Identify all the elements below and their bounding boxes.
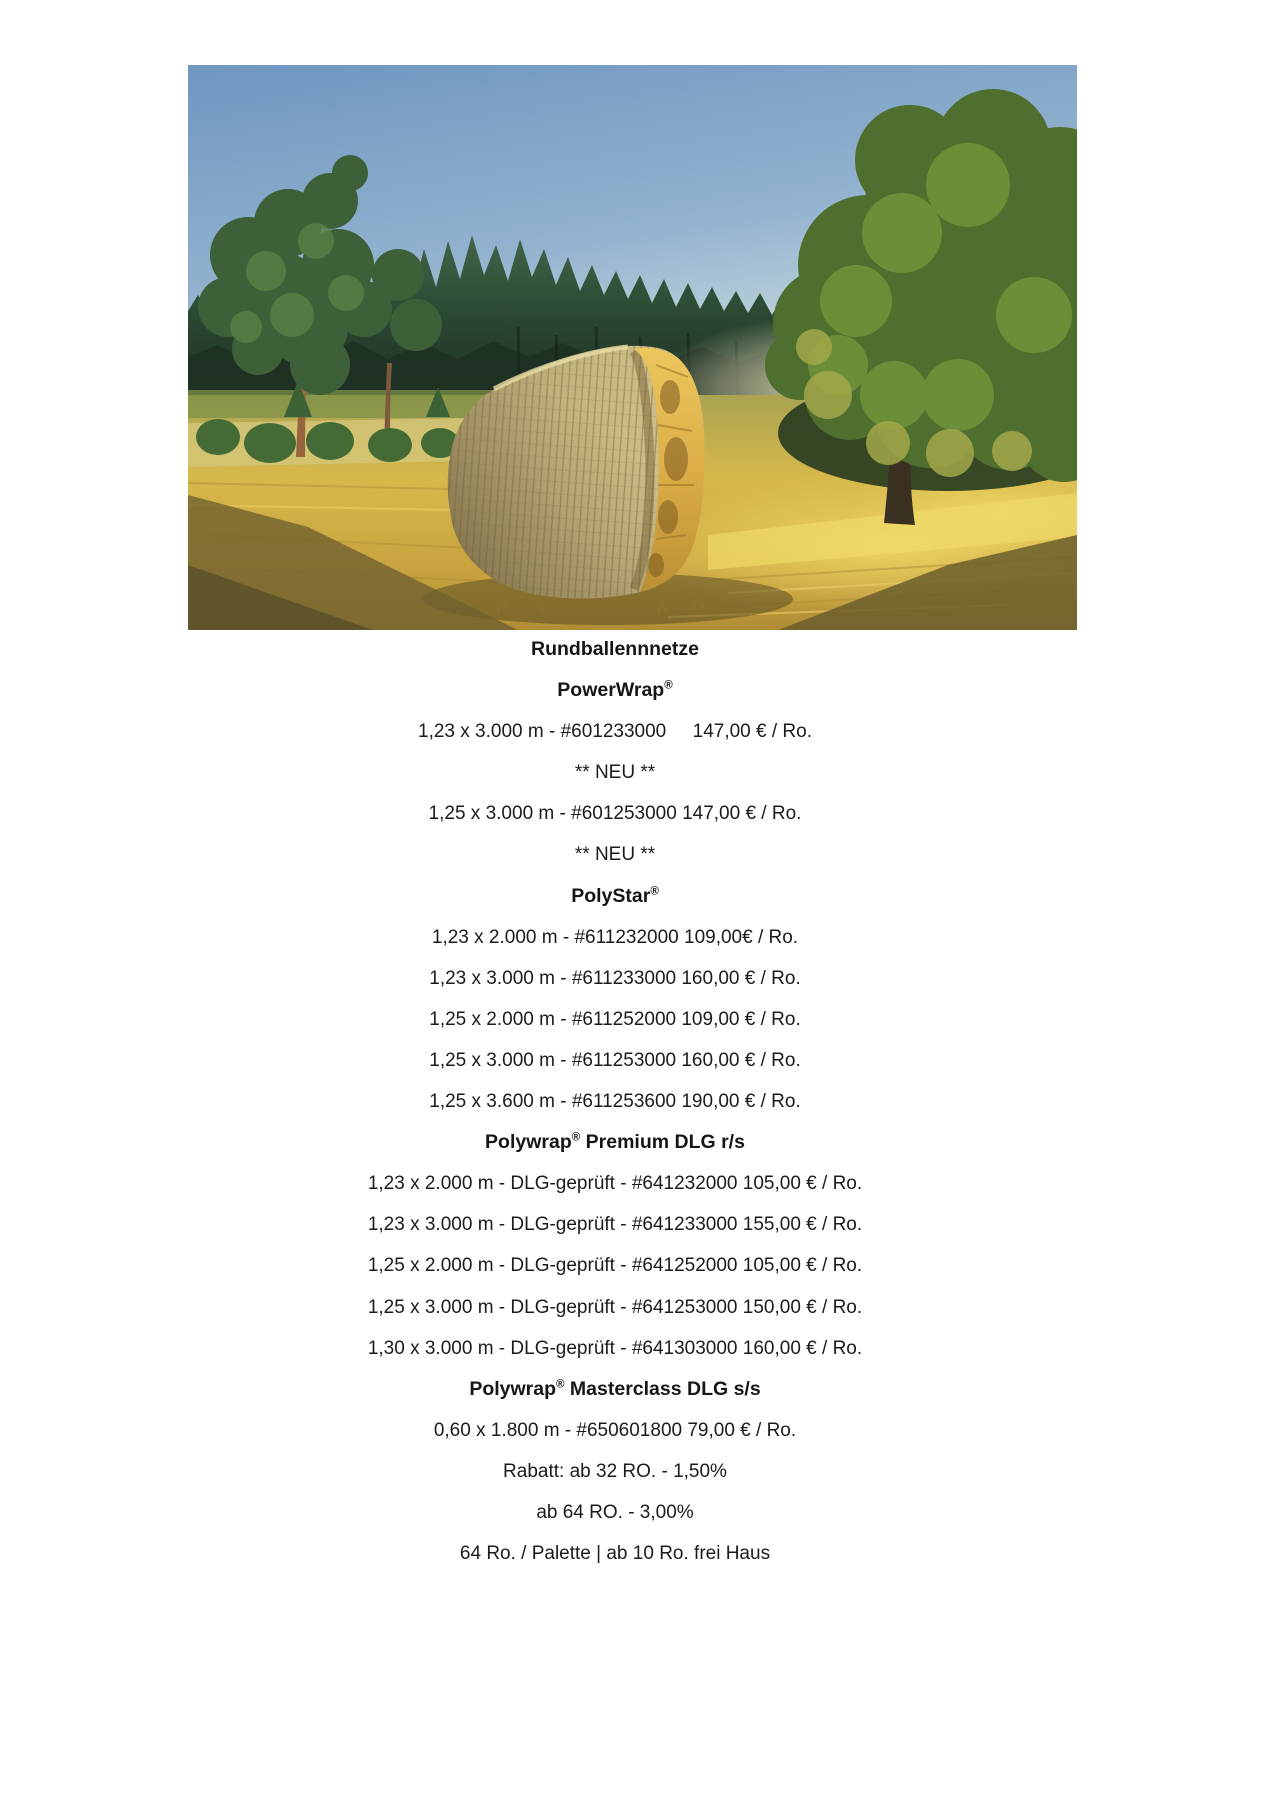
brand-name: Polywrap — [469, 1377, 557, 1400]
registered-trademark-symbol: ® — [556, 1378, 565, 1391]
discount-line: Rabatt: ab 32 RO. - 1,50% — [503, 1460, 727, 1482]
price-line: 1,25 x 2.000 m - #611252000 109,00 € / Ro. — [429, 1008, 801, 1030]
price-line: 1,23 x 3.000 m - #611233000 160,00 € / Ro. — [429, 967, 801, 989]
discount-line: ab 64 RO. - 3,00% — [536, 1501, 694, 1523]
section-heading-powerwrap — [0, 670, 1230, 711]
registered-trademark-symbol: ® — [664, 679, 673, 692]
price-line: 1,25 x 2.000 m - DLG-geprüft - #641252000 105,00 € / Ro. — [367, 1255, 863, 1277]
price-line: 1,23 x 2.000 m - #611232000 109,00€ / Ro. — [431, 926, 799, 948]
price-line: 1,23 x 2.000 m - DLG-geprüft - #641232000 105,00 € / Ro. — [367, 1173, 863, 1195]
price-line: 1,25 x 3.000 m - DLG-geprüft - #641253000 150,00 € / Ro. — [367, 1296, 863, 1318]
hay-bale-field-photo — [188, 65, 1077, 630]
price-line: 1,25 x 3.000 m - #611253000 160,00 € / Ro. — [429, 1049, 801, 1071]
section-heading-polywrap-premium: Polywrap® Premium DLG r/s — [485, 1131, 745, 1154]
brand-name: PolyStar — [571, 884, 651, 907]
section-heading-polywrap-masterclass: Polywrap® Masterclass DLG s/s — [469, 1377, 761, 1400]
hay-bale-field-photo-svg — [188, 65, 1077, 630]
brand-name: Polywrap — [485, 1131, 572, 1154]
price-line: 1,23 x 3.000 m - #601233000 147,00 € / Ro. — [418, 721, 812, 743]
registered-trademark-symbol: ® — [571, 1131, 581, 1144]
brand-name: PowerWrap — [557, 679, 665, 702]
price-line: 1,25 x 3.000 m - #601253000 147,00 € / Ro. — [428, 803, 802, 825]
section-heading-polystar — [0, 876, 1230, 917]
new-badge-line: ** NEU ** — [574, 762, 656, 784]
price-line: 1,25 x 3.600 m - #611253600 190,00 € / Ro. — [429, 1091, 801, 1113]
price-line: 1,23 x 3.000 m - DLG-geprüft - #641233000 155,00 € / Ro. — [367, 1214, 863, 1236]
shipping-info-line: 64 Ro. / Palette | ab 10 Ro. frei Haus — [459, 1543, 771, 1565]
document-title: Rundballennnetze — [531, 638, 699, 660]
price-list — [0, 629, 1230, 1574]
price-line: 0,60 x 1.800 m - #650601800 79,00 € / Ro. — [433, 1419, 797, 1441]
price-line: 1,30 x 3.000 m - DLG-geprüft - #641303000 160,00 € / Ro. — [367, 1337, 863, 1359]
registered-trademark-symbol: ® — [650, 885, 659, 898]
new-badge-line: ** NEU ** — [574, 844, 656, 866]
